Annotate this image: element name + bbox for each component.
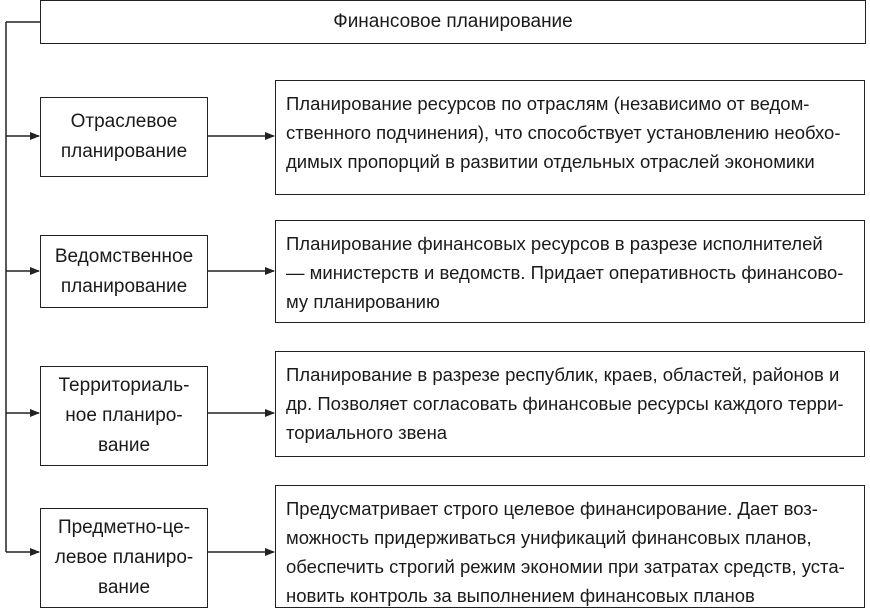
description-box-departmental <box>275 220 865 323</box>
category-box-sectoral <box>40 97 208 177</box>
description-line: Предусматривает строго целевое финансирование. Дает воз- <box>286 498 818 519</box>
description-box-territorial <box>275 351 865 457</box>
category-label-line: Предметно-це- <box>57 517 191 538</box>
description-line: — министерств и ведомств. Придает оперативность финансово- <box>286 262 844 283</box>
category-box-territorial <box>40 366 208 466</box>
description-line: можность придерживаться унификаций финансовых планов, <box>286 527 812 548</box>
category-label-line: ное планиро- <box>65 405 183 426</box>
description-line: др. Позволяет согласовать финансовые ресурсы каждого терри- <box>286 393 844 414</box>
diagram-title: Финансовое планирование <box>333 11 573 32</box>
description-box-targeted <box>275 485 865 608</box>
category-label-line: планирование <box>60 141 188 162</box>
description-line: Планирование в разрезе республик, краев, областей, районов и <box>286 364 840 385</box>
description-line: ственного подчинения), что способствует установлению необхо- <box>286 122 841 143</box>
category-label-line: Территориаль- <box>58 375 190 396</box>
description-line: димых пропорций в развитии отдельных отраслей экономики <box>286 151 815 172</box>
description-box-sectoral <box>275 80 865 195</box>
category-label-line: вание <box>97 435 151 456</box>
category-label-line: Отраслевое <box>70 111 178 132</box>
category-box-departmental <box>40 235 208 308</box>
description-line: му планированию <box>286 291 440 312</box>
category-label-line: планирование <box>60 275 188 297</box>
category-label-line: вание <box>97 577 151 598</box>
description-line: новить контроль за выполнением финансовых планов <box>286 585 755 606</box>
description-line: обеспечить строгий режим экономии при затратах средств, уста- <box>286 556 845 577</box>
description-line: Планирование ресурсов по отраслям (независимо от ведом- <box>286 93 810 114</box>
category-label-line: левое планиро- <box>54 547 194 568</box>
diagram-title-box <box>40 0 866 44</box>
description-line: Планирование финансовых ресурсов в разрезе исполнителей <box>286 233 823 254</box>
category-label-line: Ведомственное <box>54 245 194 267</box>
category-box-targeted <box>40 508 208 608</box>
description-line: ториального звена <box>286 422 448 443</box>
